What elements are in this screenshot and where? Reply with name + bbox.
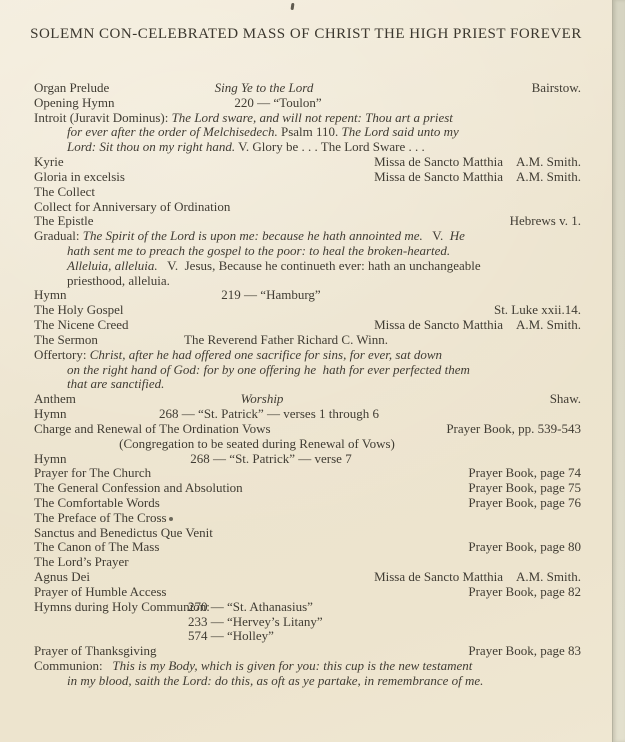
program-line-left-cell bbox=[67, 273, 170, 288]
program-text: Organ Prelude bbox=[34, 80, 110, 95]
program-text: Prayer Book, pp. 539-543 bbox=[446, 420, 581, 436]
program-line-left-cell bbox=[34, 480, 243, 495]
program-text: 268 — “St. Patrick” — verse 7 bbox=[190, 450, 352, 466]
program-line-center-cell bbox=[190, 451, 351, 466]
program-text: Prayer Book, page 82 bbox=[468, 583, 581, 599]
program-text: Sanctus and Benedictus Que Venit bbox=[34, 524, 213, 540]
program-text: The Sermon bbox=[34, 331, 98, 347]
program-line-left-cell bbox=[67, 362, 470, 377]
program-line-left-cell bbox=[34, 228, 465, 243]
program-line bbox=[0, 362, 625, 377]
program-line-right-cell bbox=[468, 480, 581, 495]
program-line bbox=[0, 169, 625, 184]
program-line bbox=[0, 525, 625, 540]
program-text: The Lord’s Prayer bbox=[34, 554, 129, 570]
program-line-left-cell bbox=[34, 406, 67, 421]
program-text: Offertory: bbox=[34, 346, 90, 362]
program-line-left-cell bbox=[34, 199, 230, 214]
program-line-left-cell bbox=[34, 599, 210, 614]
program-text: A.M. Smith. bbox=[515, 317, 581, 333]
program-line-left-cell bbox=[34, 347, 442, 362]
liturgical-text-italic: Sing Ye to the Lord bbox=[214, 80, 314, 95]
program-text: Collect for Anniversary of Ordination bbox=[34, 198, 231, 214]
program-text: Prayer Book, page 83 bbox=[468, 643, 581, 659]
program-line-left-cell bbox=[34, 510, 167, 525]
program-line-at-cell bbox=[188, 599, 313, 614]
program-line bbox=[0, 436, 625, 451]
program-line bbox=[0, 643, 625, 658]
program-line-at-cell bbox=[188, 614, 323, 629]
program-line-left-cell bbox=[34, 495, 160, 510]
liturgical-text-italic: The Spirit of the Lord is upon me: because he hath annointed me. bbox=[82, 228, 423, 244]
program-text: Gradual: bbox=[34, 228, 83, 244]
program-line-left-cell bbox=[34, 332, 98, 347]
program-line-left-cell bbox=[34, 569, 90, 584]
program-text: Missa de Sancto Matthia bbox=[374, 569, 503, 585]
program-text: The Canon of The Mass bbox=[34, 539, 160, 555]
program-line-left-cell bbox=[34, 184, 95, 199]
program-text: A.M. Smith. bbox=[515, 154, 581, 170]
liturgical-text-italic: The Lord sware, and will not repent: Thou art a priest bbox=[171, 109, 453, 125]
program-line-left-cell bbox=[67, 124, 459, 139]
program-text: Introit (Juravit Dominus): bbox=[34, 109, 172, 125]
liturgical-text-italic: The Lord said unto my bbox=[341, 124, 459, 140]
program-text: Hymn bbox=[34, 450, 67, 466]
program-line-right-cell bbox=[468, 539, 581, 554]
program-text: Communion: bbox=[34, 657, 113, 673]
program-text: 268 — “St. Patrick” — verses 1 through 6 bbox=[159, 406, 379, 422]
program-line bbox=[0, 510, 625, 525]
program-text: Agnus Dei bbox=[34, 569, 90, 585]
program-text: A.M. Smith. bbox=[515, 168, 581, 184]
program-line bbox=[0, 110, 625, 125]
program-text: 219 — “Hamburg” bbox=[221, 287, 321, 303]
program-line bbox=[0, 628, 625, 643]
program-line-left-cell bbox=[34, 169, 125, 184]
program-line bbox=[0, 302, 625, 317]
program-text: Opening Hymn bbox=[34, 94, 115, 110]
program-line bbox=[0, 465, 625, 480]
program-text: Kyrie bbox=[34, 154, 64, 170]
program-line-right-cell bbox=[374, 569, 581, 584]
program-line bbox=[0, 495, 625, 510]
program-line-left-cell bbox=[34, 525, 213, 540]
program-line bbox=[0, 539, 625, 554]
liturgical-text-italic: Lord: Sit thou on my right hand. bbox=[67, 139, 236, 155]
program-line bbox=[0, 421, 625, 436]
ink-speck bbox=[169, 517, 173, 521]
program-text: (Congregation to be seated during Renewal of Vows) bbox=[119, 435, 395, 451]
program-line-left-cell bbox=[34, 539, 159, 554]
program-text: A.M. Smith. bbox=[515, 569, 581, 585]
program-line-left-cell bbox=[34, 643, 157, 658]
program-line bbox=[0, 184, 625, 199]
program-line-right-cell bbox=[468, 584, 581, 599]
page-right-edge bbox=[612, 0, 625, 742]
program-text: 574 — “Holley” bbox=[188, 628, 274, 644]
program-line-right-cell bbox=[550, 391, 581, 406]
program-text: Shaw. bbox=[549, 391, 581, 407]
program-text: Prayer for The Church bbox=[34, 465, 152, 481]
program-text: 270 — “St. Athanasius” bbox=[188, 598, 313, 614]
program-line-left-cell bbox=[67, 243, 450, 258]
liturgical-text-italic: in my blood, saith the Lord: do this, as oft as ye partake, in remembrance of me. bbox=[67, 672, 484, 688]
program-line-left-cell bbox=[34, 554, 129, 569]
program-line-center-cell bbox=[241, 391, 284, 406]
program-line-left-cell bbox=[67, 258, 481, 273]
program-line-right-cell bbox=[374, 169, 581, 184]
program-line bbox=[0, 451, 625, 466]
program-line-right-cell bbox=[532, 80, 581, 95]
liturgical-text-italic: that are sanctified. bbox=[67, 376, 165, 392]
program-line bbox=[0, 154, 625, 169]
program-line-left-cell bbox=[34, 421, 271, 436]
program-line-right-cell bbox=[446, 421, 581, 436]
program-text: Prayer Book, page 76 bbox=[468, 494, 581, 510]
program-line-center-cell bbox=[215, 80, 314, 95]
program-line bbox=[0, 213, 625, 228]
program-text: Psalm 110. bbox=[277, 124, 342, 140]
program-line bbox=[0, 554, 625, 569]
program-text: Hebrews v. 1. bbox=[509, 213, 581, 229]
liturgical-text-italic: for ever after the order of Melchisedech. bbox=[67, 124, 278, 140]
program-line bbox=[0, 228, 625, 243]
program-line bbox=[0, 569, 625, 584]
liturgical-text-italic: Worship bbox=[240, 391, 284, 407]
program-text: Charge and Renewal of The Ordination Vows bbox=[34, 420, 271, 436]
program-text: The Holy Gospel bbox=[34, 302, 124, 318]
program-line-left-cell bbox=[67, 139, 425, 154]
program-line-right-cell bbox=[468, 465, 581, 480]
program-text: St. Luke xxii.14. bbox=[493, 302, 581, 318]
program-text: Prayer of Humble Access bbox=[34, 583, 167, 599]
program-line-left-cell bbox=[34, 95, 115, 110]
program-line bbox=[0, 95, 625, 110]
program-line bbox=[0, 391, 625, 406]
program-line-right-cell bbox=[374, 154, 581, 169]
program-line bbox=[0, 243, 625, 258]
program-text: V. Glory be . . . The Lord Sware . . . bbox=[235, 139, 425, 155]
program-line bbox=[0, 139, 625, 154]
program-text: V. Jesus, Because he continueth ever: hath an unchangeable bbox=[157, 257, 481, 273]
program-line bbox=[0, 658, 625, 673]
program-line-left-cell bbox=[34, 110, 453, 125]
program-line-right-cell bbox=[374, 317, 581, 332]
liturgical-text-italic: Alleluia, alleluia. bbox=[67, 257, 158, 273]
page-title: SOLEMN CON-CELEBRATED MASS OF CHRIST THE HIGH PRIEST FOREVER bbox=[30, 26, 582, 42]
program-text: The Preface of The Cross bbox=[34, 509, 167, 525]
program-text: Anthem bbox=[34, 391, 76, 407]
program-text: Prayer Book, page 80 bbox=[468, 539, 581, 555]
program-text: Hymn bbox=[34, 287, 67, 303]
program-line bbox=[0, 673, 625, 688]
program-text: The Comfortable Words bbox=[34, 494, 160, 510]
program-line-center-cell bbox=[119, 436, 395, 451]
program-line bbox=[0, 273, 625, 288]
program-line bbox=[0, 480, 625, 495]
program-text: V. bbox=[422, 228, 450, 244]
program-line-center-cell bbox=[159, 406, 379, 421]
program-line-left-cell bbox=[34, 317, 129, 332]
program-line bbox=[0, 347, 625, 362]
program-text: The Reverend Father Richard C. Winn. bbox=[184, 331, 388, 347]
program-line-left-cell bbox=[34, 465, 151, 480]
program-text: The Nicene Creed bbox=[34, 317, 129, 333]
program-text: Prayer Book, page 74 bbox=[468, 465, 581, 481]
program-line bbox=[0, 332, 625, 347]
program-line-left-cell bbox=[34, 658, 472, 673]
program-text: Prayer Book, page 75 bbox=[468, 480, 581, 496]
program-line-left-cell bbox=[34, 391, 76, 406]
liturgical-text-italic: Christ, after he had offered one sacrifice for sins, for ever, sat down bbox=[89, 346, 443, 362]
program-text: Missa de Sancto Matthia bbox=[374, 168, 503, 184]
program-line-right-cell bbox=[510, 213, 581, 228]
program-line bbox=[0, 287, 625, 302]
program-text: The Epistle bbox=[34, 213, 94, 229]
program-text: Missa de Sancto Matthia bbox=[374, 317, 503, 333]
program-text: The Collect bbox=[34, 183, 96, 199]
program-line-center-cell bbox=[234, 95, 321, 110]
program-line bbox=[0, 199, 625, 214]
program-text: 233 — “Hervey’s Litany” bbox=[188, 613, 323, 629]
ink-tick-mark bbox=[291, 3, 295, 10]
program-text: priesthood, alleluia. bbox=[67, 272, 170, 288]
program-text: Bairstow. bbox=[531, 80, 581, 95]
program-text: Gloria in excelsis bbox=[34, 168, 125, 184]
program-line bbox=[0, 376, 625, 391]
program-line bbox=[0, 124, 625, 139]
program-line bbox=[0, 258, 625, 273]
program-line-left-cell bbox=[34, 302, 124, 317]
program-line-left-cell bbox=[34, 213, 94, 228]
program-line bbox=[0, 317, 625, 332]
program-line-right-cell bbox=[468, 495, 581, 510]
liturgical-text-italic: on the right hand of God: for by one offering he hath for ever perfected them bbox=[67, 361, 470, 377]
program-line-left-cell bbox=[34, 80, 109, 95]
program-line-right-cell bbox=[494, 302, 581, 317]
program-line-center-cell bbox=[184, 332, 388, 347]
program-line-left-cell bbox=[67, 376, 164, 391]
liturgical-text-italic: He bbox=[449, 228, 465, 244]
program-line-at-cell bbox=[188, 628, 274, 643]
program-line bbox=[0, 599, 625, 614]
program-line-left-cell bbox=[34, 287, 67, 302]
liturgical-text-italic: This is my Body, which is given for you: this cup is the new testament bbox=[112, 657, 473, 673]
program-text: Hymn bbox=[34, 406, 67, 422]
program-line-center-cell bbox=[221, 287, 320, 302]
program-text: The General Confession and Absolution bbox=[34, 480, 243, 496]
program-line bbox=[0, 584, 625, 599]
liturgical-text-italic: hath sent me to preach the gospel to the poor: to heal the broken-hearted. bbox=[67, 243, 451, 259]
program-line-left-cell bbox=[67, 673, 483, 688]
program-line-left-cell bbox=[34, 584, 167, 599]
program-line bbox=[0, 406, 625, 421]
program-line bbox=[0, 614, 625, 629]
program-line-left-cell bbox=[34, 154, 64, 169]
program-line bbox=[0, 80, 625, 95]
program-text: 220 — “Toulon” bbox=[234, 94, 322, 110]
program-text: Hymns during Holy Communion: bbox=[34, 598, 210, 614]
program-line-right-cell bbox=[468, 643, 581, 658]
program-line-left-cell bbox=[34, 451, 67, 466]
program-text: Prayer of Thanksgiving bbox=[34, 643, 157, 659]
program-text: Missa de Sancto Matthia bbox=[374, 154, 503, 170]
